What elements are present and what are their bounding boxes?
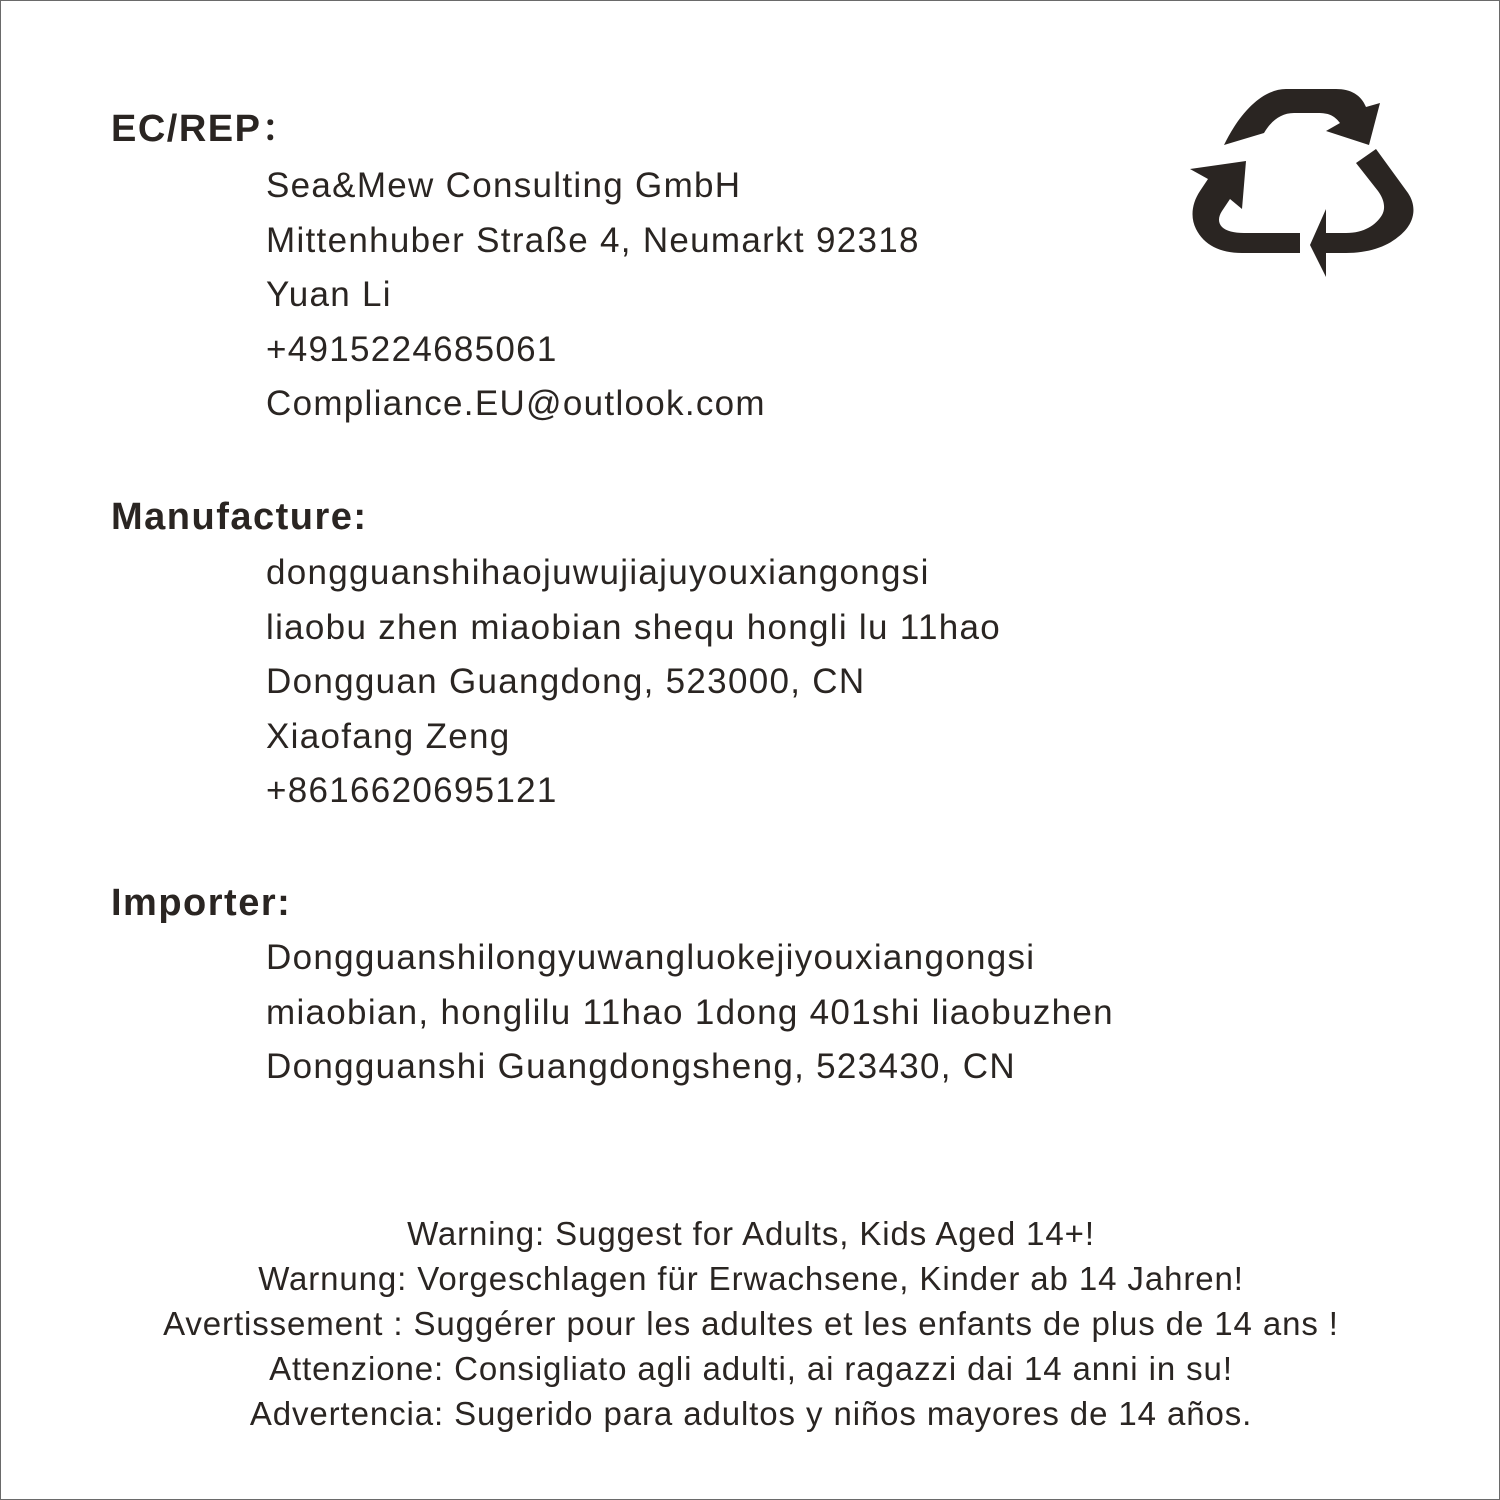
- recycle-icon: [1186, 85, 1418, 285]
- importer-details: [266, 931, 1114, 1095]
- manufacture-street: liaobu zhen miaobian shequ hongli lu 11hao: [266, 607, 1002, 647]
- ec-rep-contact-name: Yuan Li: [266, 275, 392, 314]
- importer-heading: Importer:: [111, 882, 292, 924]
- warning-spanish: Advertencia: Sugerido para adultos y niños mayores de 14 años.: [249, 1395, 1253, 1432]
- manufacture-contact-name: Xiaofang Zeng: [266, 716, 511, 756]
- manufacture-company: dongguanshihaojuwujiajuyouxiangongsi: [266, 553, 930, 592]
- warning-french: Avertissement : Suggérer pour les adultes et les enfants de plus de 14 ans !: [163, 1305, 1339, 1342]
- ec-rep-details: [266, 159, 920, 432]
- ec-rep-heading: EC/REP：: [111, 108, 301, 150]
- warning-italian: Attenzione: Consigliato agli adulti, ai ragazzi dai 14 anni in su!: [269, 1350, 1233, 1387]
- ec-rep-address: Mittenhuber Straße 4, Neumarkt 92318: [266, 220, 920, 260]
- importer-street: miaobian, honglilu 11hao 1dong 401shi liaobuzhen: [266, 992, 1114, 1032]
- age-warnings: [1, 1211, 1500, 1436]
- importer-city: Dongguanshi Guangdongsheng, 523430, CN: [266, 1047, 1016, 1086]
- ec-rep-company: Sea&Mew Consulting GmbH: [266, 166, 742, 205]
- manufacture-heading: Manufacture:: [111, 496, 368, 538]
- ec-rep-email: Compliance.EU@outlook.com: [266, 384, 766, 423]
- manufacture-city: Dongguan Guangdong, 523000, CN: [266, 662, 866, 701]
- importer-company: Dongguanshilongyuwangluokejiyouxiangongsi: [266, 938, 1036, 977]
- ec-rep-phone: +4915224685061: [266, 329, 558, 369]
- warning-english: Warning: Suggest for Adults, Kids Aged 14+!: [407, 1215, 1095, 1252]
- manufacture-details: [266, 546, 1001, 819]
- warning-german: Warnung: Vorgeschlagen für Erwachsene, Kinder ab 14 Jahren!: [258, 1260, 1244, 1297]
- manufacture-phone: +8616620695121: [266, 771, 558, 810]
